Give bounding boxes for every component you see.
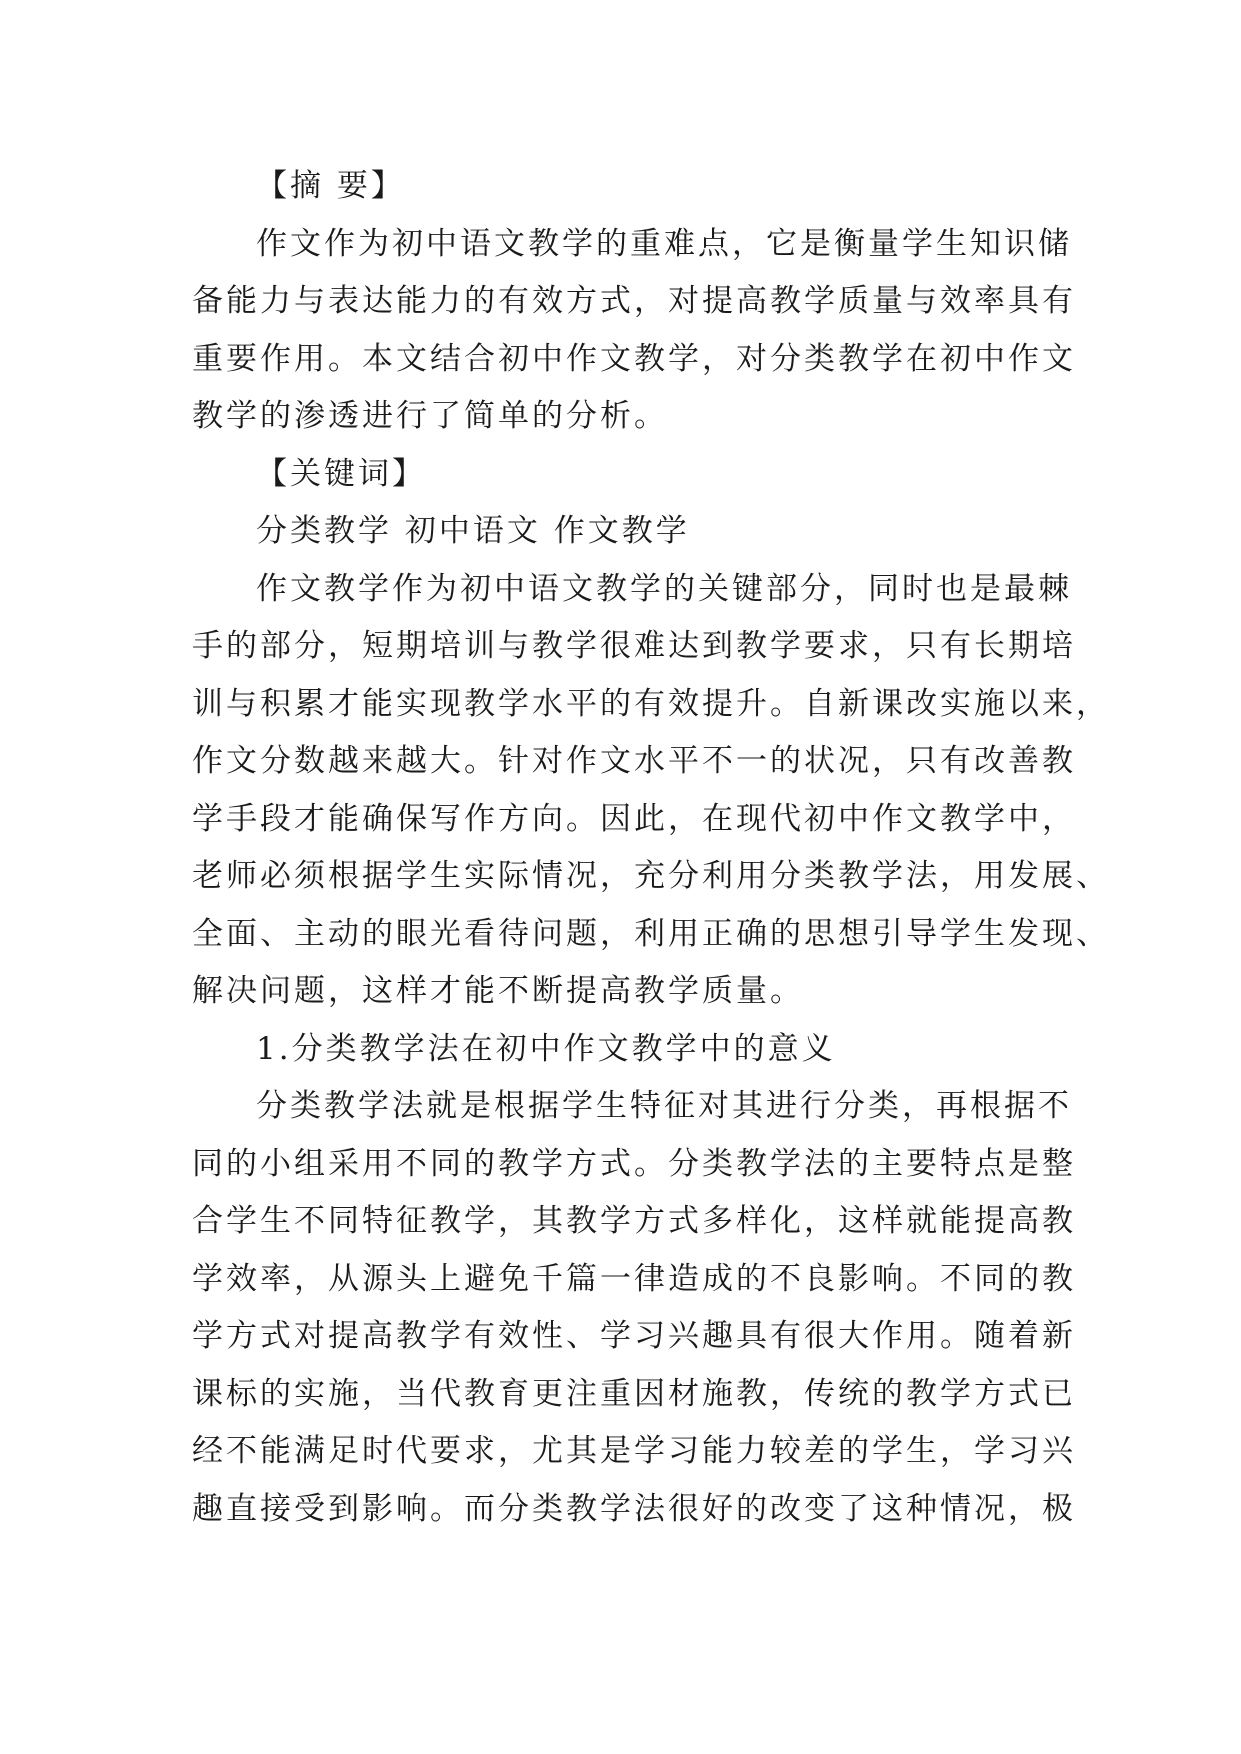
document-line: 老师必须根据学生实际情况，充分利用分类教学法，用发展、	[192, 858, 1110, 894]
document-body	[192, 158, 1110, 1538]
document-line: 学方式对提高教学有效性、学习兴趣具有很大作用。随着新	[192, 1318, 1076, 1354]
document-line: 同的小组采用不同的教学方式。分类教学法的主要特点是整	[192, 1145, 1076, 1182]
document-line: 趣直接受到影响。而分类教学法很好的改变了这种情况，极	[192, 1490, 1076, 1527]
document-line: 重要作用。本文结合初中作文教学，对分类教学在初中作文	[192, 340, 1076, 377]
document-line: 解决问题，这样才能不断提高教学质量。	[192, 973, 804, 1009]
document-line: 训与积累才能实现教学水平的有效提升。自新课改实施以来，	[192, 685, 1110, 722]
document-line: 【关键词】	[256, 455, 426, 492]
document-line: 手的部分，短期培训与教学很难达到教学要求，只有长期培	[192, 628, 1076, 664]
document-line: 1.分类教学法在初中作文教学中的意义	[256, 1030, 836, 1067]
document-line: 教学的渗透进行了简单的分析。	[192, 398, 668, 434]
document-line: 全面、主动的眼光看待问题，利用正确的思想引导学生发现、	[192, 915, 1110, 952]
document-line: 学效率，从源头上避免千篇一律造成的不良影响。不同的教	[192, 1260, 1076, 1297]
document-line: 学手段才能确保写作方向。因此，在现代初中作文教学中，	[192, 800, 1076, 837]
document-line: 备能力与表达能力的有效方式，对提高教学质量与效率具有	[192, 283, 1076, 319]
document-line: 分类教学 初中语文 作文教学	[256, 513, 690, 549]
document-line: 作文作为初中语文教学的重难点，它是衡量学生知识储	[256, 225, 1072, 262]
document-line: 作文教学作为初中语文教学的关键部分，同时也是最棘	[256, 570, 1072, 607]
document-line: 分类教学法就是根据学生特征对其进行分类，再根据不	[256, 1088, 1072, 1124]
document-line: 课标的实施，当代教育更注重因材施教，传统的教学方式已	[192, 1375, 1076, 1412]
document-line: 合学生不同特征教学，其教学方式多样化，这样就能提高教	[192, 1203, 1076, 1239]
document-line: 经不能满足时代要求，尤其是学习能力较差的学生，学习兴	[192, 1433, 1076, 1469]
document-line: 作文分数越来越大。针对作文水平不一的状况，只有改善教	[192, 743, 1076, 779]
document-line: 【摘 要】	[256, 168, 405, 204]
